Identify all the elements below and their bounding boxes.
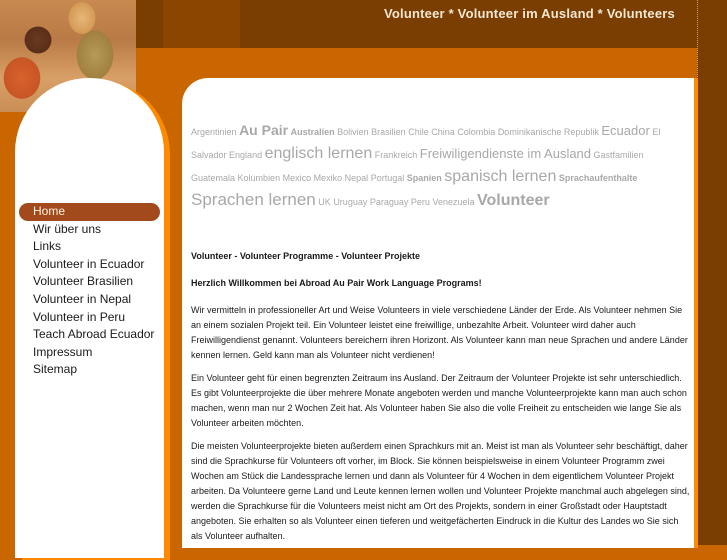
nav-item-teach-abroad-ecuador[interactable]: Teach Abroad Ecuador — [33, 327, 155, 342]
nav-item-volunteer-brasilien[interactable]: Volunteer Brasilien — [33, 274, 134, 289]
tag-link[interactable]: Kolumbien — [237, 173, 281, 183]
nav-item-links[interactable]: Links — [33, 239, 62, 254]
nav-item-sitemap[interactable]: Sitemap — [33, 362, 78, 377]
tag-cloud — [191, 119, 686, 213]
tag-link[interactable]: Argentinien — [191, 127, 237, 137]
nav-item-wir-ueber-uns[interactable]: Wir über uns — [33, 221, 102, 236]
tag-link[interactable]: Au Pair — [239, 122, 289, 138]
welcome-heading: Herzlich Willkommen bei Abroad Au Pair Work Language Programs! — [191, 278, 482, 288]
site-title: Volunteer * Volunteer im Ausland * Volunteers — [384, 6, 675, 21]
tag-link[interactable]: Freiwiligendienste im Ausland — [419, 146, 592, 161]
tag-link[interactable]: Ecuador — [601, 123, 650, 138]
tag-link[interactable]: Volunteer — [477, 192, 550, 209]
tag-link[interactable]: Brasilien — [371, 127, 406, 137]
tag-link[interactable]: Sprachen lernen — [191, 190, 316, 209]
nav-item-volunteer-ecuador[interactable]: Volunteer in Ecuador — [33, 256, 145, 271]
tag-link[interactable]: Colombia — [457, 127, 496, 137]
tag-link[interactable]: Gastfamilien — [593, 150, 644, 160]
tag-link[interactable]: Chile — [408, 127, 429, 137]
header-block — [163, 0, 240, 48]
right-decorative-column — [697, 0, 727, 545]
page-heading: Volunteer - Volunteer Programme - Volunteer Projekte — [191, 251, 421, 261]
main-navigation — [19, 203, 160, 379]
tag-link[interactable]: England — [229, 150, 263, 160]
tag-link[interactable]: Uruguay — [333, 197, 368, 207]
tag-link[interactable]: Guatemala — [191, 173, 236, 183]
tag-link[interactable]: Nepal — [344, 173, 369, 183]
paragraph: Wir vermitteln in professioneller Art und Weise Volunteers in viele verschiedene Länder der Erde. Als Volunteer nehmen Sie an einem sozialen Projekt teil. Ein Volunteer leistet eine freiwillige, unbezahlte Arbeit. Volunteer wird daher auch Freiwilligendienst genannt. Volunteers bereichern ihren Horizont. Als Volunteer kann man neue Sprachen und andere Länder kennen lernen. Geld kann man als Volunteer nicht verdienen! — [191, 305, 688, 360]
tag-link[interactable]: El Salvador — [191, 127, 661, 160]
tag-link[interactable]: Frankreich — [374, 150, 418, 160]
nav-item-volunteer-nepal[interactable]: Volunteer in Nepal — [33, 291, 132, 306]
tag-link[interactable]: Bolivien — [337, 127, 369, 137]
tag-link[interactable]: Australien — [290, 127, 335, 137]
tag-link[interactable]: China — [431, 127, 455, 137]
paragraph: Ein Volunteer geht für einen begrenzten Zeitraum ins Ausland. Der Zeitraum der Volunteer Projekte ist sehr unterschiedlich. Es gibt Volunteerprojekte die über mehrere Monate angeboten werden und manche Volunteerprojekte kann man auch schon machen, wenn man nur 2 Wochen Zeit hat. Als Volunteer haben Sie also die volle Freiheit zu entscheiden wie lange Sie als Volunteer arbeiten möchten. — [191, 373, 687, 428]
main-article — [191, 249, 691, 552]
nav-item-impressum[interactable]: Impressum — [33, 344, 93, 359]
paragraph: Die meisten Volunteerprojekte bieten außerdem einen Sprachkurs mit an. Meist ist man als Volunteer sehr beschäftigt, daher sind die Sprachkurse für Volunteers oft vorher, im Block. Sie können beispielsweise in einem Volunteer Programm zwei Wochen am Stück die Landessprache lernen und dann als Volunteer für 4 Wochen in dem eigentlichem Volunteer Projekt arbeiten. Da Volunteere gerne Land und Leute kennen lernen wollen und Volunteer Projekte manchmal auch abgelegen sind, werden die Sprachkurse für die Volunteers meist nicht am Ort des Projekts, sondern in einer Großstadt oder Hauptstadt angeboten. Sie erhalten so als Volunteer einen tieferen und weitgefächerten Eindruck in die Kultur des Landes wo Sie sich als Volunteer aufhalten. — [191, 441, 690, 541]
tag-link[interactable]: Mexiko — [313, 173, 343, 183]
tag-link[interactable]: Dominikanische Republik — [497, 127, 599, 137]
nav-item-volunteer-peru[interactable]: Volunteer in Peru — [33, 309, 126, 324]
tag-link[interactable]: Venezuela — [432, 197, 475, 207]
tag-link[interactable]: Paraguay — [369, 197, 409, 207]
nav-item-home[interactable]: Home — [19, 203, 160, 221]
tag-link[interactable]: spanisch lernen — [444, 168, 557, 185]
tag-link[interactable]: UK — [318, 197, 331, 207]
tag-link[interactable]: Peru — [410, 197, 430, 207]
tag-link[interactable]: Sprachaufenthalte — [558, 173, 638, 183]
tag-link[interactable]: Portugal — [370, 173, 405, 183]
tag-link[interactable]: englisch lernen — [264, 145, 373, 162]
tag-link[interactable]: Mexico — [282, 173, 312, 183]
tag-link[interactable]: Spanien — [406, 173, 442, 183]
